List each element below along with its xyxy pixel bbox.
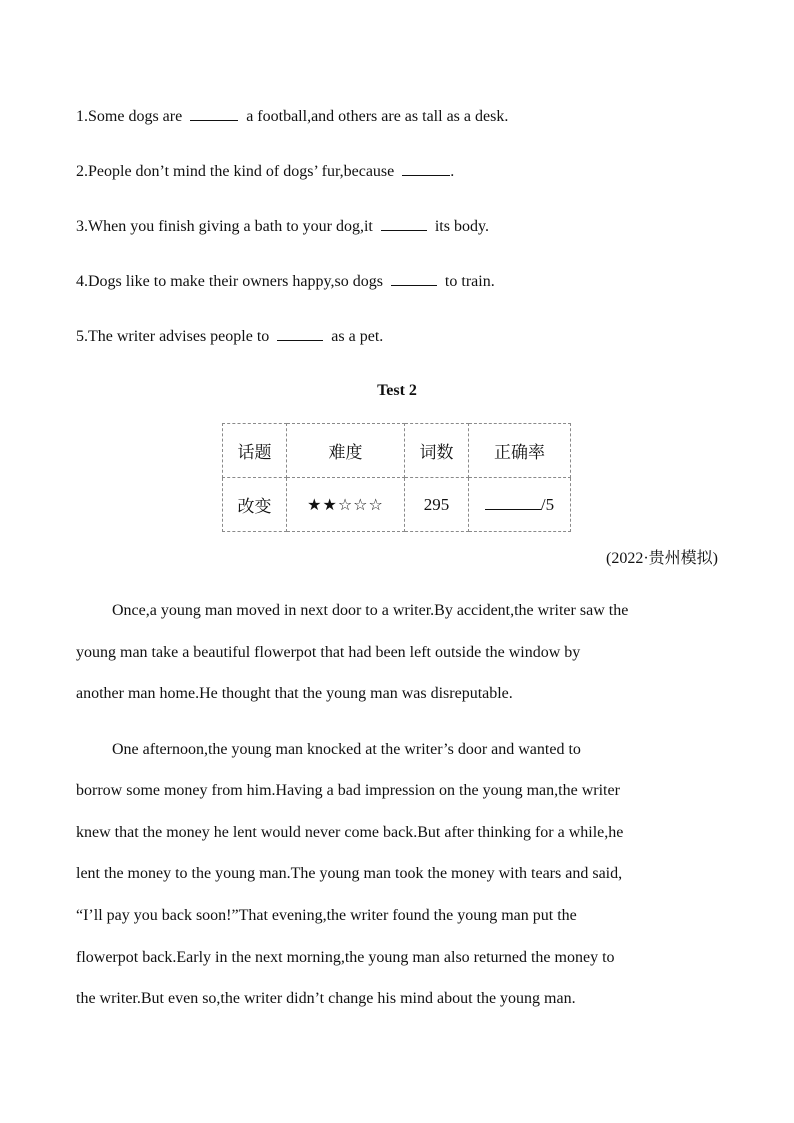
accuracy-blank[interactable] [485, 495, 541, 510]
question-1-after: a football,and others are as tall as a desk. [246, 108, 509, 125]
accuracy-suffix: /5 [540, 494, 555, 514]
source-close: ) [712, 550, 718, 567]
question-4 [76, 271, 495, 292]
header-accuracy: 正确率 [469, 424, 571, 478]
passage-line: flowerpot back.Early in the next morning,the young man also returned the money to [76, 949, 615, 966]
question-1 [76, 106, 508, 127]
passage-info-table [222, 423, 571, 532]
question-1-before: 1.Some dogs are [76, 108, 183, 125]
question-2-after: . [450, 163, 455, 180]
source-year: (2022· [606, 550, 649, 567]
accuracy-cell [469, 478, 571, 532]
question-5-before: 5.The writer advises people to [76, 328, 270, 345]
header-topic: 话题 [223, 424, 287, 478]
passage-line: another man home.He thought that the young man was disreputable. [76, 685, 513, 702]
question-2-before: 2.People don’t mind the kind of dogs’ fur,because [76, 163, 395, 180]
question-3 [76, 216, 489, 237]
answer-blank-4[interactable] [391, 271, 437, 286]
table-value-row [223, 478, 571, 532]
difficulty-stars: ★★☆☆☆ [287, 478, 405, 532]
question-4-before: 4.Dogs like to make their owners happy,so dogs [76, 273, 383, 290]
passage-line: “I’ll pay you back soon!”That evening,the writer found the young man put the [76, 907, 577, 924]
passage-line: One afternoon,the young man knocked at the writer’s door and wanted to [112, 741, 581, 758]
table-header-row [223, 424, 571, 478]
test-title: Test 2 [377, 382, 417, 399]
question-5-after: as a pet. [331, 328, 384, 345]
source-note [606, 548, 718, 569]
passage-line: knew that the money he lent would never come back.But after thinking for a while,he [76, 824, 624, 841]
question-3-before: 3.When you finish giving a bath to your dog,it [76, 218, 373, 235]
answer-blank-2[interactable] [402, 161, 450, 176]
passage-line: the writer.But even so,the writer didn’t change his mind about the young man. [76, 990, 576, 1007]
header-word-count: 词数 [405, 424, 469, 478]
topic-value: 改变 [223, 478, 287, 532]
source-place: 贵州模拟 [648, 548, 713, 567]
answer-blank-5[interactable] [277, 326, 323, 341]
answer-blank-3[interactable] [381, 216, 427, 231]
passage-line: borrow some money from him.Having a bad impression on the young man,the writer [76, 782, 620, 799]
passage-line: lent the money to the young man.The young man took the money with tears and said, [76, 865, 623, 882]
question-2 [76, 161, 454, 182]
question-5 [76, 326, 383, 347]
header-difficulty: 难度 [287, 424, 405, 478]
passage-line: Once,a young man moved in next door to a writer.By accident,the writer saw the [112, 602, 629, 619]
passage-line: young man take a beautiful flowerpot that had been left outside the window by [76, 644, 581, 661]
question-4-after: to train. [444, 273, 495, 290]
question-3-after: its body. [434, 218, 489, 235]
answer-blank-1[interactable] [190, 106, 238, 121]
word-count-value: 295 [405, 478, 469, 532]
